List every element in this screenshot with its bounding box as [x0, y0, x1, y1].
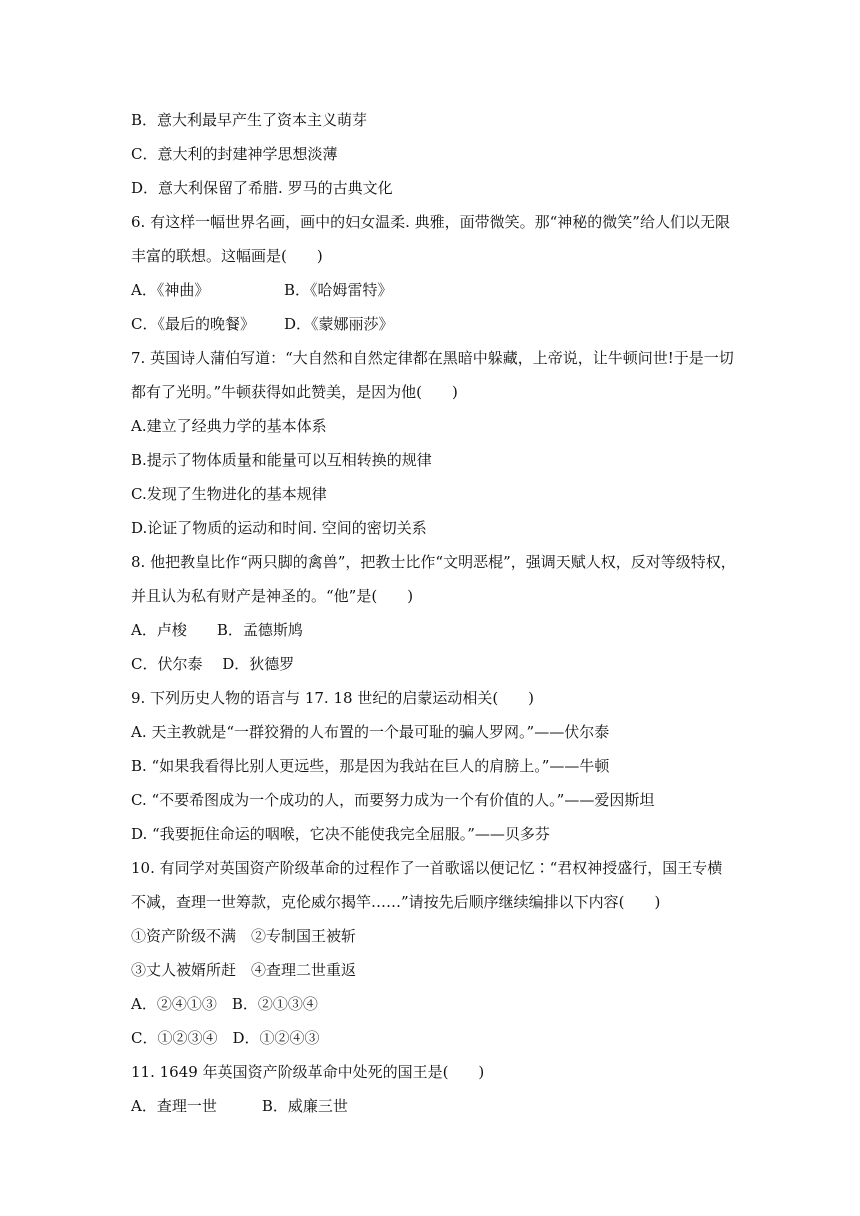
q9-stem: 9. 下列历史人物的语言与 17. 18 世纪的启蒙运动相关( ) — [131, 689, 535, 707]
q7-stem-line-2: 都有了光明。”牛顿获得如此赞美，是因为他( ) — [131, 383, 458, 401]
q6-stem-line-2: 丰富的联想。这幅画是( ) — [131, 247, 323, 265]
q5-option-b: B．意大利最早产生了资本主义萌芽 — [131, 111, 368, 129]
q9-option-c: C. “不要希图成为一个成功的人，而要努力成为一个有价值的人。”——爱因斯坦 — [131, 791, 655, 809]
q5-option-d: D．意大利保留了希腊. 罗马的古典文化 — [131, 179, 393, 197]
q9-option-a: A. 天主教就是“一群狡猾的人布置的一个最可耻的骗人罗网。”——伏尔泰 — [131, 723, 610, 741]
q10-options-cd: C．①②③④ D．①②④③ — [131, 1029, 320, 1047]
q7-option-d: D.论证了物质的运动和时间. 空间的密切关系 — [131, 519, 427, 537]
q7-option-b: B.提示了物体质量和能量可以互相转换的规律 — [131, 451, 432, 469]
q8-stem-line-1: 8. 他把教皇比作“两只脚的禽兽”，把教士比作“文明恶棍”，强调天赋人权，反对等级特权， — [131, 553, 736, 571]
q7-option-a: A.建立了经典力学的基本体系 — [131, 417, 327, 435]
q5-option-c: C．意大利的封建神学思想淡薄 — [131, 145, 338, 163]
q9-option-b: B. “如果我看得比别人更远些，那是因为我站在巨人的肩膀上。”——牛顿 — [131, 757, 610, 775]
q6-option-d: D．《蒙娜丽莎》 — [284, 315, 394, 333]
q8-options-ab: A．卢梭 B．孟德斯鸠 — [131, 621, 303, 639]
q10-items-34: ③丈人被婿所赶 ④查理二世重返 — [131, 961, 357, 979]
q8-stem-line-2: 并且认为私有财产是神圣的。“他”是( ) — [131, 587, 414, 605]
q10-stem-line-1: 10. 有同学对英国资产阶级革命的过程作了一首歌谣以便记忆∶“君权神授盛行，国王专横 — [131, 859, 723, 877]
q10-options-ab: A．②④①③ B．②①③④ — [131, 995, 318, 1013]
q8-options-cd: C．伏尔泰 D．狄德罗 — [131, 655, 295, 673]
q6-option-a: A．《神曲》 — [131, 281, 210, 299]
q7-stem-line-1: 7. 英国诗人蒲伯写道：“大自然和自然定律都在黑暗中躲藏，上帝说，让牛顿问世!于是一切 — [131, 349, 734, 367]
q11-stem: 11. 1649 年英国资产阶级革命中处死的国王是( ) — [131, 1063, 485, 1081]
q10-stem-line-2: 不减，查理一世筹款，克伦威尔揭竿……”请按先后顺序继续编排以下内容( ) — [131, 893, 661, 911]
q6-option-c: C．《最后的晚餐》 — [131, 315, 255, 333]
q9-option-d: D. “我要扼住命运的咽喉，它决不能使我完全屈服。”——贝多芬 — [131, 825, 550, 843]
q6-stem-line-1: 6. 有这样一幅世界名画，画中的妇女温柔. 典雅，面带微笑。那“神秘的微笑”给人们以无限 — [131, 213, 730, 231]
q10-items-12: ①资产阶级不满 ②专制国王被斩 — [131, 927, 357, 945]
q11-options-ab: A．查理一世 B．威廉三世 — [131, 1097, 348, 1115]
q7-option-c: C.发现了生物进化的基本规律 — [131, 485, 327, 503]
q6-option-b: B．《哈姆雷特》 — [284, 281, 393, 299]
